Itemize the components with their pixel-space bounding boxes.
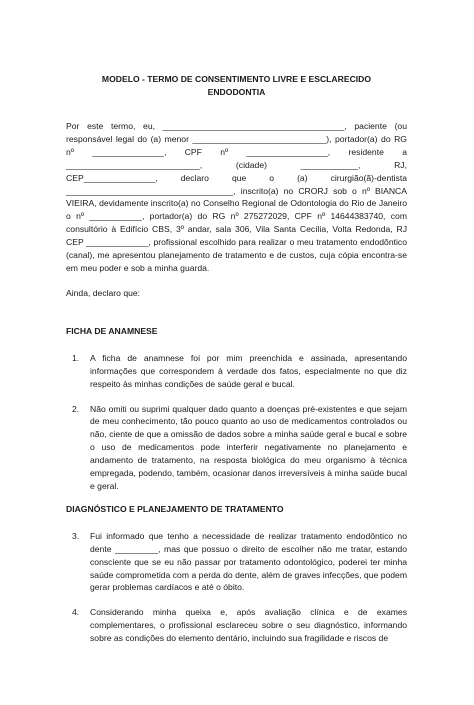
list-item-number: 1. (72, 352, 80, 363)
list-item-text: Considerando minha queixa e, após avaliação clínica e de exames complementares, o profissional esclareceu sobre o seu diagnóstico, informando sobre as condições do elemento dentário, incluindo sua fragilidade e riscos de (90, 607, 407, 644)
list-item (66, 403, 407, 493)
section-heading-anamnese: FICHA DE ANAMNESE (66, 325, 158, 336)
section-heading-diagnostico: DIAGNÓSTICO E PLANEJAMENTO DE TRATAMENTO (66, 503, 284, 514)
document-subtitle: ENDODONTIA (207, 87, 266, 97)
list-item-text: A ficha de anamnese foi por mim preenchida e assinada, apresentando informações que correspondem à verdade dos fatos, especialmente no que diz respeito às minhas condições de saúde geral e bucal. (90, 352, 407, 389)
list-item (66, 352, 407, 391)
list-item-number: 2. (72, 403, 80, 414)
diagnostico-list (66, 530, 407, 645)
document-title: MODELO - TERMO DE CONSENTIMENTO LIVRE E ESCLARECIDO (101, 74, 372, 84)
list-item-text: Fui informado que tenho a necessidade de realizar tratamento endodôntico no dente _________, mas que possuo o direito de escolher não me tratar, estando consciente que se eu não passar por tratamento odontológico, poderei ter minha saúde comprometida com a perda do dente, além de graves infecções, que podem gerar problemas cardíacos e até o óbito. (90, 530, 407, 593)
anamnese-list (66, 352, 407, 493)
list-item (66, 530, 407, 595)
document-page (0, 73, 474, 705)
list-item-text: Não omiti ou suprimi qualquer dado quanto a doenças pré-existentes e que sejam de meu conhecimento, tão pouco quanto ao uso de medicamentos controlados ou não, ciente de que a omissão de dados sobre a minha saúde geral e bucal e sobre o uso de medicamentos pode interferir negativamente no planejamento e andamento de tratamento, na resposta biológica do meu organismo à técnica empregada, podendo, também, ocasionar danos irreversíveis à minha saúde bucal e geral. (90, 403, 407, 491)
list-item-number: 4. (72, 607, 80, 618)
list-item-number: 3. (72, 530, 80, 541)
intro-paragraph: Por este termo, eu, ______________________________________, paciente (ou responsável legal do (a) menor ____________________________), portador(a) do RG nº _______________, CPF nº _________________, residente a ____________________________, (cidade) ____________, RJ, CEP_______________, declaro que o (a) cirurgião(ã)-dentista ___________________________________, inscrito(a) no CRORJ sob o nº BIANCA VIEIRA, devidamente inscrito(a) no Conselho Regional de Odontologia do Rio de Janeiro o nº ___________, portador(a) do RG nº 275272029, CPF nº 14644383740, com consultório à Edifício CBS, 3º andar, sala 306, Vila Santa Cecília, Volta Redonda, RJ CEP _____________, profissional escolhido para realizar o meu tratamento endodôntico (canal), me apresentou planejamento de tratamento e de custos, cuja cópia encontra-se em meu poder e sob a minha guarda. (66, 121, 407, 273)
declaration-lead: Ainda, declaro que: (66, 287, 141, 298)
list-item (66, 606, 407, 645)
